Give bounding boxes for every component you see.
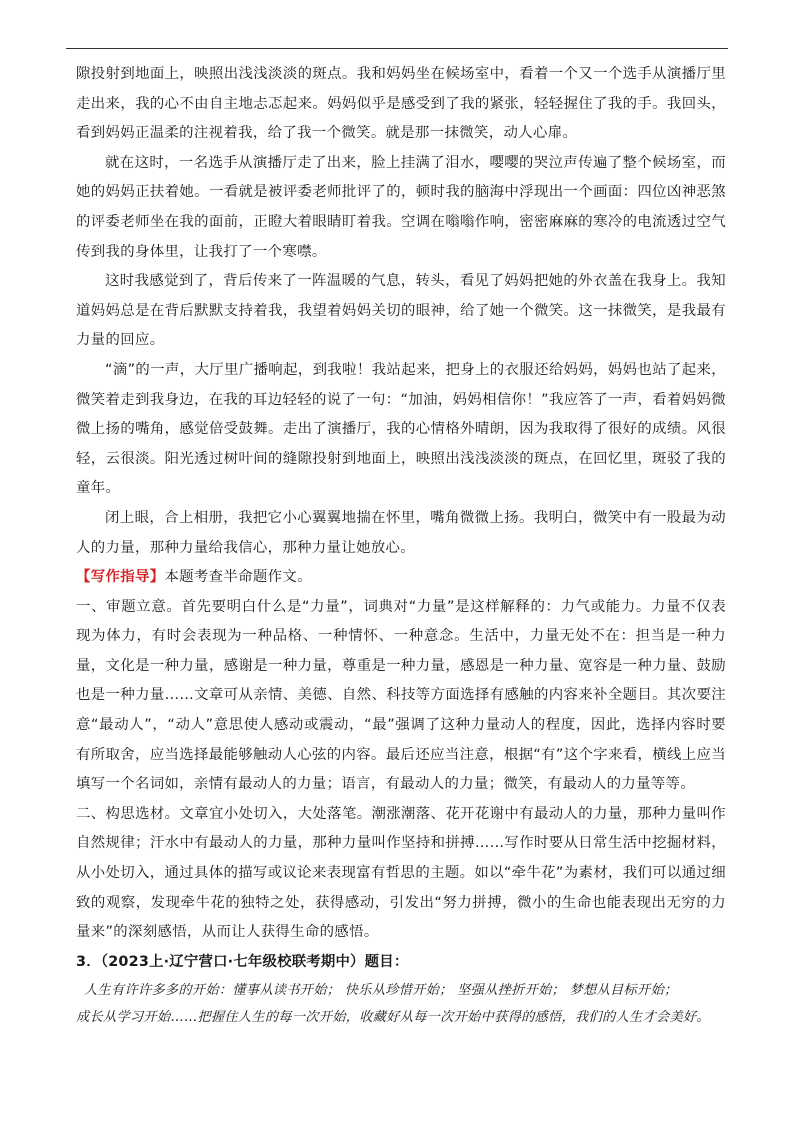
essay-paragraph-3: 这时我感觉到了，背后传来了一阵温暖的气息，转头，看见了妈妈把她的外衣盖在我身上。我知道妈妈总是在背后默默支持着我，我望着妈妈关切的眼神，给了她一个微笑。这一抹微笑，是我最有力量的回应。 — [76, 273, 726, 349]
question-heading: 3．（2023上·辽宁营口·七年级校联考期中）题目： — [76, 953, 409, 970]
essay-paragraph-4: “滴”的一声，大厅里广播响起，到我啦！我站起来，把身上的衣服还给妈妈，妈妈也站了起来，微笑着走到我身边，在我的耳边轻轻的说了一句：“加油，妈妈相信你！”我应答了一声，看着妈妈微微上扬的嘴角，感觉倍受鼓舞。走出了演播厅，我的心情格外晴朗，因为我取得了很好的成绩。风很轻，云很淡。阳光透过树叶间的缝隙投射到地面上，映照出浅浅淡淡的斑点，在回忆里，斑驳了我的童年。 — [76, 361, 726, 497]
guide-point-material: 二、构思选材。文章宜小处切入，大处落笔。潮涨潮落、花开花谢中有最动人的力量，那种力量叫作自然规律；汗水中有最动人的力量，那种力量叫作坚持和拼搏……写作时要从日常生活中挖掘材料，从小处切入，通过具体的描写或议论来表现富有哲思的主题。如以“牵牛花”为素材，我们可以通过细致的观察，发现牵牛花的独特之处，获得感动，引发出“努力拼搏，微小的生命也能表现出无穷的力量来”的深刻感悟，从而让人获得生命的感悟。 — [76, 805, 726, 941]
essay-paragraph-1: 隙投射到地面上，映照出浅浅淡淡的斑点。我和妈妈坐在候场室中，看着一个又一个选手从演播厅里走出来，我的心不由自主地忐忑起来。妈妈似乎是感受到了我的紧张，轻轻握住了我的手。我回头，看到妈妈正温柔的注视着我，给了我一个微笑。就是那一抹微笑，动人心扉。 — [76, 66, 726, 142]
document-content — [76, 60, 726, 1031]
writing-guide-tag: 【写作指导】 — [76, 569, 165, 586]
guide-point-topic: 一、审题立意。首先要明白什么是“力量”，词典对“力量”是这样解释的：力气或能力。力量不仅表现为体力，有时会表现为一种品格、一种情怀、一种意念。生活中，力量无处不在：担当是一种力量，文化是一种力量，感谢是一种力量，尊重是一种力量，感恩是一种力量、宽容是一种力量、鼓励也是一种力量……文章可从亲情、美德、自然、科技等方面选择有感触的内容来补全题目。其次要注意“最动人”，“动人”意思使人感动或震动，“最”强调了这种力量动人的程度，因此，选择内容时要有所取舍，应当选择最能够触动人心弦的内容。最后还应当注意，根据“有”这个字来看，横线上应当填写一个名词如，亲情有最动人的力量；语言，有最动人的力量；微笑，有最动人的力量等等。 — [76, 598, 726, 793]
header-rule — [66, 48, 728, 49]
question-prompt-line-2: 成长从学习开始……把握住人生的每一次开始，收藏好从每一次开始中获得的感悟，我们的人生才会美好。 — [76, 1010, 710, 1026]
essay-paragraph-2: 就在这时，一名选手从演播厅走了出来，脸上挂满了泪水，嘤嘤的哭泣声传遍了整个候场室，而她的妈妈正扶着她。一看就是被评委老师批评了的，顿时我的脑海中浮现出一个画面：四位凶神恶煞的评委老师坐在我的面前，正瞪大着眼睛盯着我。空调在嗡嗡作响，密密麻麻的寒冷的电流透过空气传到我的身体里，让我打了一个寒噤。 — [76, 154, 726, 260]
question-prompt-line-1: 人生有许许多多的开始：懂事从读书开始； 快乐从珍惜开始； 坚强从挫折开始； 梦想从目标开始； — [84, 983, 678, 999]
writing-guide-intro — [76, 563, 726, 593]
essay-paragraph-5: 闭上眼，合上相册，我把它小心翼翼地揣在怀里，嘴角微微上扬。我明白，微笑中有一股最为动人的力量，那种力量给我信心，那种力量让她放心。 — [76, 509, 726, 556]
writing-guide-text: 本题考查半命题作文。 — [164, 569, 312, 586]
